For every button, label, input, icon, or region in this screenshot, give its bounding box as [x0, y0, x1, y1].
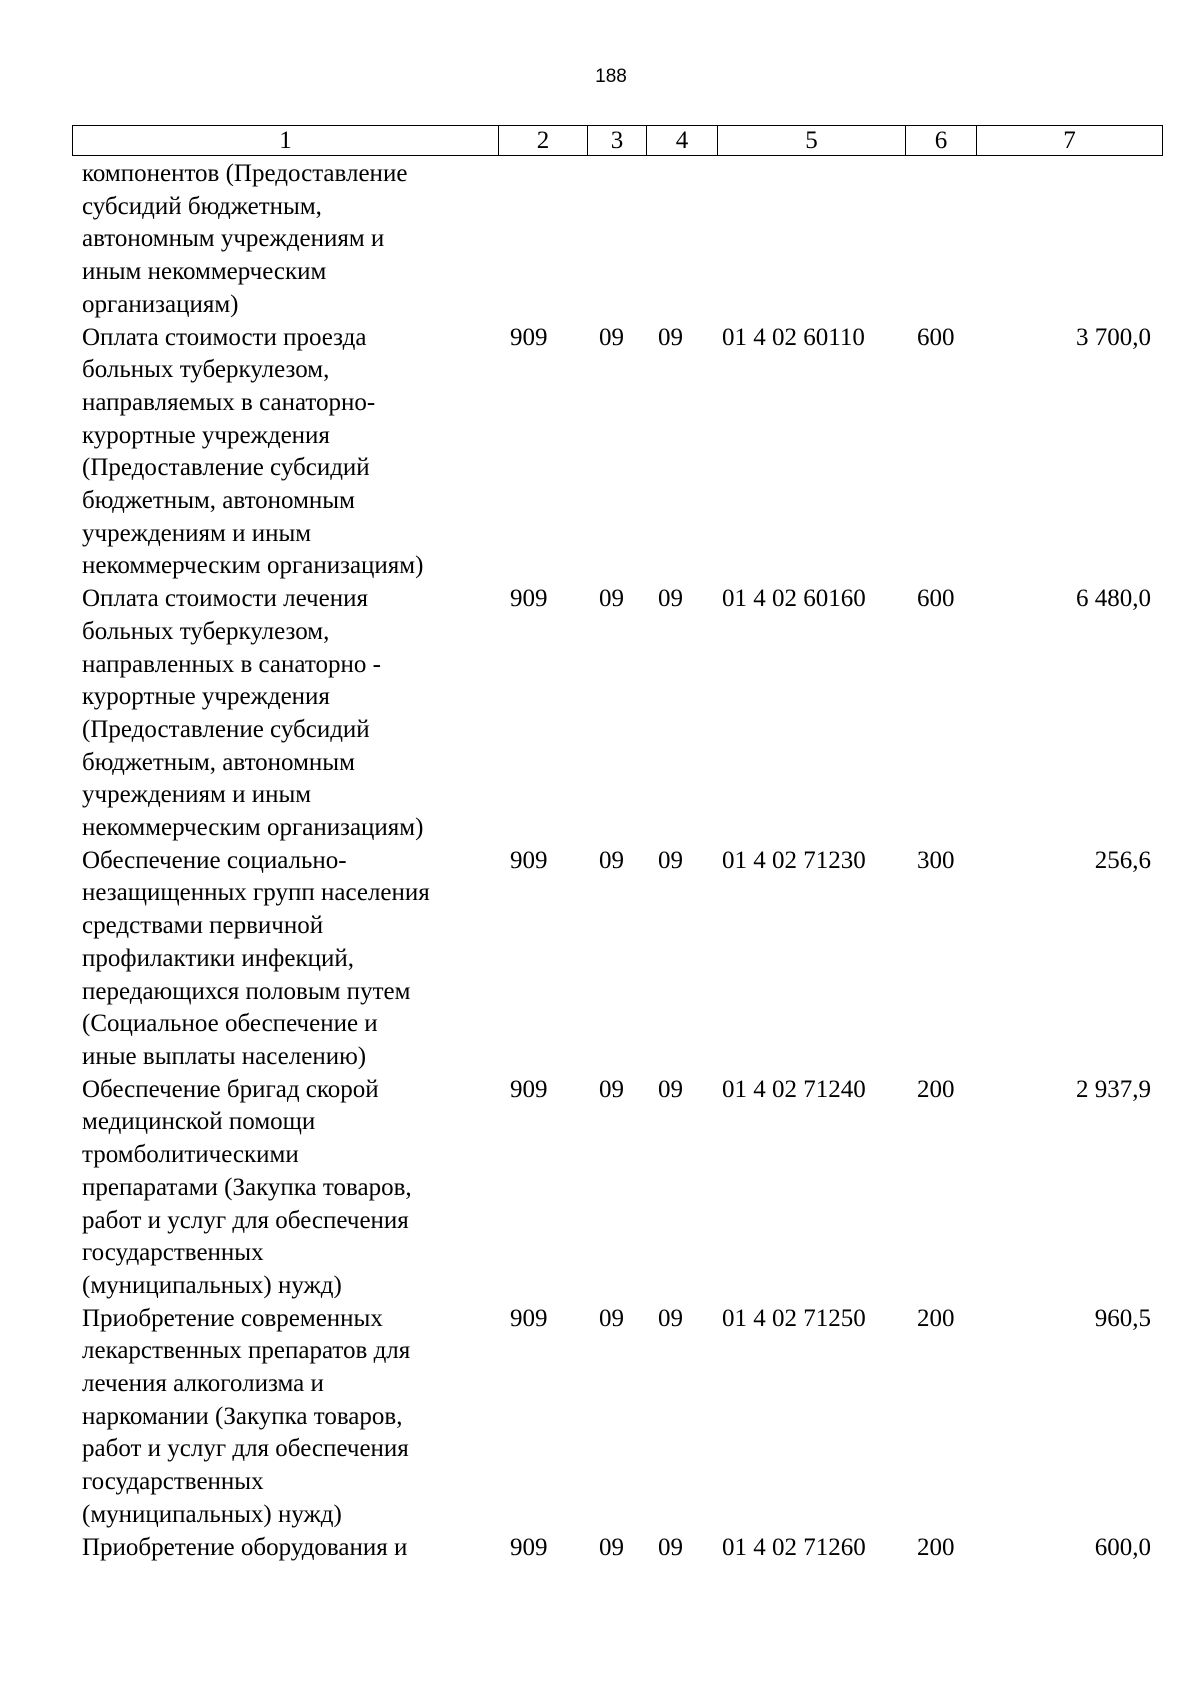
table-row — [72, 583, 1163, 845]
row-col-7: 256,6 — [1094, 846, 1151, 874]
row-col-3: 09 — [599, 585, 624, 613]
row-description: Оплата стоимости лечения больных туберкулезом, направленных в санаторно - курортные учреждения (Предоставление субсидий бюджетным, автономным учреждениям и иным некоммерческим организациям) — [82, 585, 424, 842]
row-col-3: 09 — [599, 846, 624, 874]
row-col-2: 909 — [510, 323, 548, 351]
row-col-5: 01 4 02 71250 — [722, 1304, 866, 1332]
row-col-3: 09 — [599, 1304, 624, 1332]
table-row — [72, 1303, 1163, 1532]
table-row — [72, 1074, 1163, 1303]
table-row — [72, 1532, 1163, 1565]
column-header-4: 4 — [647, 126, 718, 155]
table-row — [72, 322, 1163, 584]
row-col-4: 09 — [658, 846, 683, 874]
row-col-6: 200 — [917, 1075, 955, 1103]
row-col-7: 3 700,0 — [1076, 323, 1151, 351]
column-header-7: 7 — [1063, 127, 1076, 154]
row-col-6: 200 — [917, 1304, 955, 1332]
row-col-5: 01 4 02 71240 — [722, 1075, 866, 1103]
row-col-4: 09 — [658, 1304, 683, 1332]
row-col-5: 01 4 02 60160 — [722, 585, 866, 613]
row-col-2: 909 — [510, 585, 548, 613]
row-col-6: 200 — [917, 1533, 955, 1561]
row-col-2: 909 — [510, 1533, 548, 1561]
row-col-6: 600 — [917, 585, 955, 613]
row-col-5: 01 4 02 60110 — [722, 323, 865, 351]
row-col-2: 909 — [510, 1075, 548, 1103]
row-col-2: 909 — [510, 846, 548, 874]
row-description: Обеспечение социально- незащищенных групп населения средствами первичной профилактики инфекций, передающихся половым путем (Социальное обеспечение и иные выплаты населению) — [82, 846, 430, 1070]
row-col-7: 600,0 — [1094, 1533, 1151, 1561]
row-col-3: 09 — [599, 1533, 624, 1561]
column-header-6: 6 — [906, 126, 977, 155]
row-col-4: 09 — [658, 585, 683, 613]
row-col-4: 09 — [658, 323, 683, 351]
row-description: Обеспечение бригад скорой медицинской помощи тромболитическими препаратами (Закупка товаров, работ и услуг для обеспечения государственных (муниципальных) нужд) — [82, 1075, 412, 1299]
row-col-3: 09 — [599, 323, 624, 351]
row-col-7: 960,5 — [1094, 1304, 1151, 1332]
row-col-6: 300 — [917, 846, 955, 874]
row-col-7: 2 937,9 — [1076, 1075, 1151, 1103]
row-description: компонентов (Предоставление субсидий бюджетным, автономным учреждениям и иным некоммерческим организациям) — [82, 160, 408, 318]
column-header-2: 2 — [499, 126, 588, 155]
table-body — [72, 158, 1163, 1564]
row-col-7: 6 480,0 — [1076, 585, 1151, 613]
table-row — [72, 158, 1163, 322]
row-col-5: 01 4 02 71230 — [722, 846, 866, 874]
row-col-4: 09 — [658, 1075, 683, 1103]
table-header-row — [72, 125, 1163, 156]
row-description: Приобретение оборудования и — [82, 1533, 408, 1561]
row-col-3: 09 — [599, 1075, 624, 1103]
row-description: Приобретение современных лекарственных препаратов для лечения алкоголизма и наркомании (Закупка товаров, работ и услуг для обеспечения государственных (муниципальных) нужд) — [82, 1304, 411, 1528]
table-row — [72, 845, 1163, 1074]
row-col-4: 09 — [658, 1533, 683, 1561]
column-header-5: 5 — [718, 126, 906, 155]
page-number: 188 — [595, 66, 627, 87]
row-col-5: 01 4 02 71260 — [722, 1533, 866, 1561]
column-header-3: 3 — [588, 126, 647, 155]
row-description: Оплата стоимости проезда больных туберкулезом, направляемых в санаторно- курортные учреждения (Предоставление субсидий бюджетным, автономным учреждениям и иным некоммерческим организациям) — [82, 323, 424, 580]
column-header-1: 1 — [73, 126, 499, 155]
row-col-2: 909 — [510, 1304, 548, 1332]
row-col-6: 600 — [917, 323, 955, 351]
